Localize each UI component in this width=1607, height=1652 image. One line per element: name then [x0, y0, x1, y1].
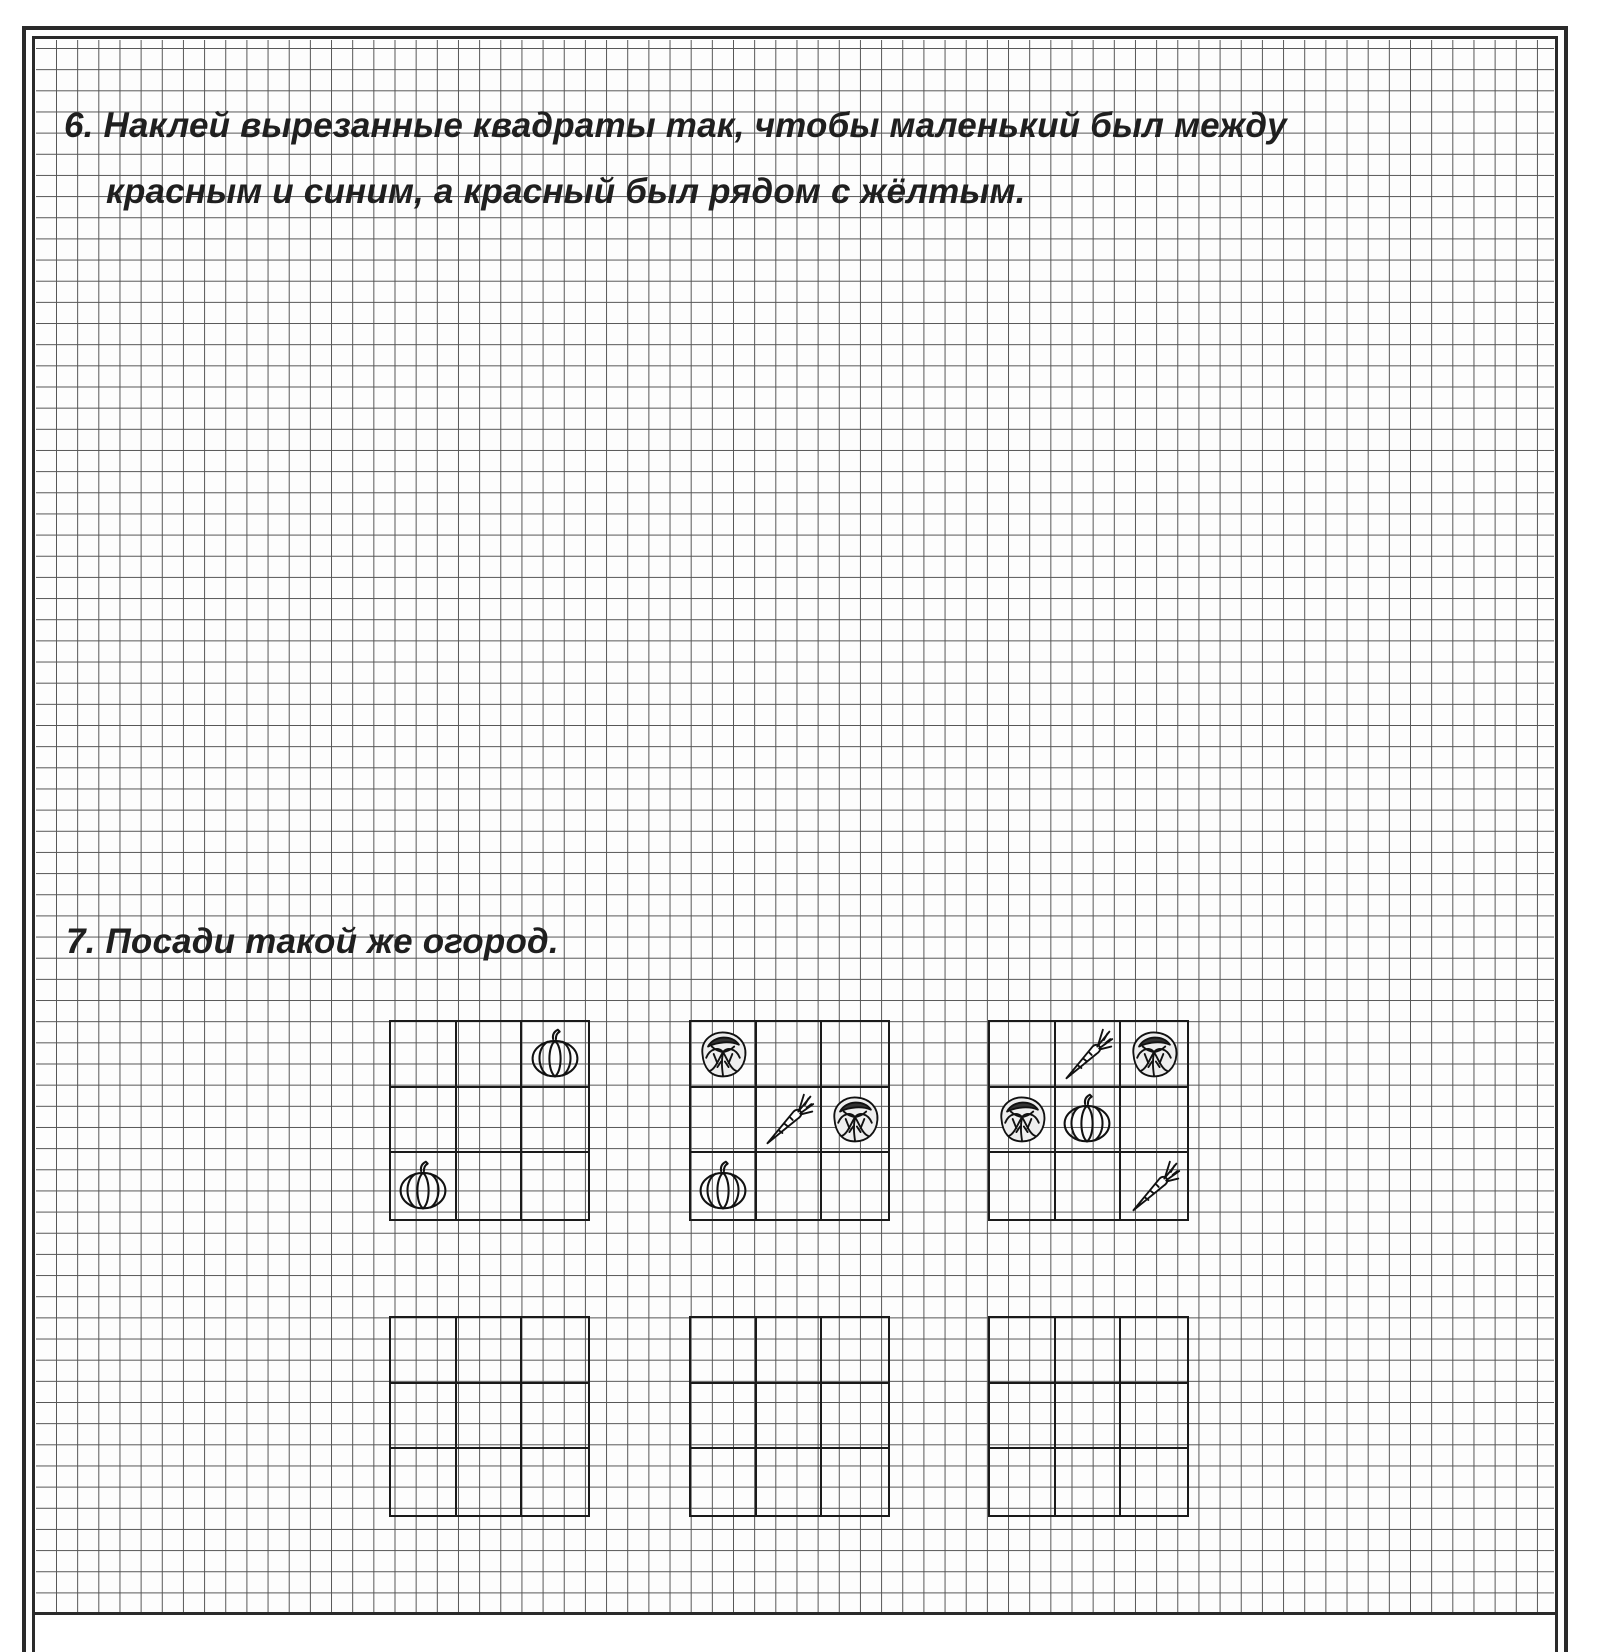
- garden-cell: [1121, 1153, 1187, 1219]
- cabbage-icon: [1126, 1026, 1182, 1082]
- pumpkin-icon: [527, 1026, 583, 1082]
- garden-cell: [457, 1088, 523, 1154]
- garden-cell: [522, 1088, 588, 1154]
- garden-cell[interactable]: [391, 1449, 457, 1515]
- garden-cell: [457, 1153, 523, 1219]
- garden-cell[interactable]: [691, 1318, 757, 1384]
- carrot-icon: [1126, 1158, 1182, 1214]
- garden-cell: [1056, 1088, 1122, 1154]
- garden-cell[interactable]: [757, 1449, 823, 1515]
- garden-cell[interactable]: [1056, 1318, 1122, 1384]
- garden-cell: [990, 1022, 1056, 1088]
- garden-cell: [990, 1088, 1056, 1154]
- task-7-heading: 7. Посади такой же огород.: [66, 922, 559, 961]
- garden-cell[interactable]: [457, 1449, 523, 1515]
- garden-cell[interactable]: [457, 1384, 523, 1450]
- answer-garden-1[interactable]: [389, 1316, 590, 1517]
- garden-cell: [822, 1088, 888, 1154]
- garden-cell[interactable]: [990, 1384, 1056, 1450]
- garden-cell: [391, 1088, 457, 1154]
- garden-cell[interactable]: [822, 1384, 888, 1450]
- answer-garden-2[interactable]: [689, 1316, 890, 1517]
- carrot-icon: [760, 1091, 816, 1147]
- cabbage-icon: [695, 1026, 751, 1082]
- bottom-divider: [32, 1612, 1558, 1615]
- garden-cell[interactable]: [691, 1384, 757, 1450]
- garden-cell: [522, 1022, 588, 1088]
- garden-cell[interactable]: [457, 1318, 523, 1384]
- garden-cell[interactable]: [757, 1384, 823, 1450]
- garden-cell[interactable]: [522, 1384, 588, 1450]
- garden-cell[interactable]: [990, 1318, 1056, 1384]
- garden-cell: [757, 1088, 823, 1154]
- garden-cell[interactable]: [990, 1449, 1056, 1515]
- garden-cell: [691, 1022, 757, 1088]
- garden-cell[interactable]: [1056, 1449, 1122, 1515]
- garden-cell[interactable]: [1121, 1318, 1187, 1384]
- garden-cell: [391, 1022, 457, 1088]
- garden-cell: [457, 1022, 523, 1088]
- garden-cell[interactable]: [522, 1318, 588, 1384]
- task-6-instruction-line-1: 6. Наклей вырезанные квадраты так, чтобы маленький был между: [64, 106, 1287, 145]
- garden-cell: [757, 1022, 823, 1088]
- cabbage-icon: [827, 1091, 883, 1147]
- example-garden-2: [689, 1020, 890, 1221]
- garden-cell: [1121, 1088, 1187, 1154]
- garden-cell[interactable]: [391, 1384, 457, 1450]
- garden-cell: [1056, 1153, 1122, 1219]
- garden-cell: [691, 1088, 757, 1154]
- task-6-instruction-line-2: красным и синим, а красный был рядом с жёлтым.: [106, 172, 1026, 211]
- pumpkin-icon: [1059, 1091, 1115, 1147]
- garden-cell: [391, 1153, 457, 1219]
- garden-cell[interactable]: [1121, 1384, 1187, 1450]
- garden-cell[interactable]: [391, 1318, 457, 1384]
- garden-cell: [822, 1022, 888, 1088]
- cabbage-icon: [994, 1091, 1050, 1147]
- garden-cell: [1121, 1022, 1187, 1088]
- garden-cell: [757, 1153, 823, 1219]
- garden-cell[interactable]: [1121, 1449, 1187, 1515]
- garden-cell[interactable]: [757, 1318, 823, 1384]
- answer-garden-3[interactable]: [988, 1316, 1189, 1517]
- garden-cell: [822, 1153, 888, 1219]
- garden-cell[interactable]: [822, 1318, 888, 1384]
- garden-cell: [691, 1153, 757, 1219]
- garden-cell[interactable]: [691, 1449, 757, 1515]
- pumpkin-icon: [395, 1158, 451, 1214]
- carrot-icon: [1059, 1026, 1115, 1082]
- garden-cell[interactable]: [1056, 1384, 1122, 1450]
- garden-cell: [1056, 1022, 1122, 1088]
- garden-cell[interactable]: [522, 1449, 588, 1515]
- example-garden-3: [988, 1020, 1189, 1221]
- example-garden-1: [389, 1020, 590, 1221]
- garden-cell: [990, 1153, 1056, 1219]
- garden-cell[interactable]: [822, 1449, 888, 1515]
- garden-cell: [522, 1153, 588, 1219]
- pumpkin-icon: [695, 1158, 751, 1214]
